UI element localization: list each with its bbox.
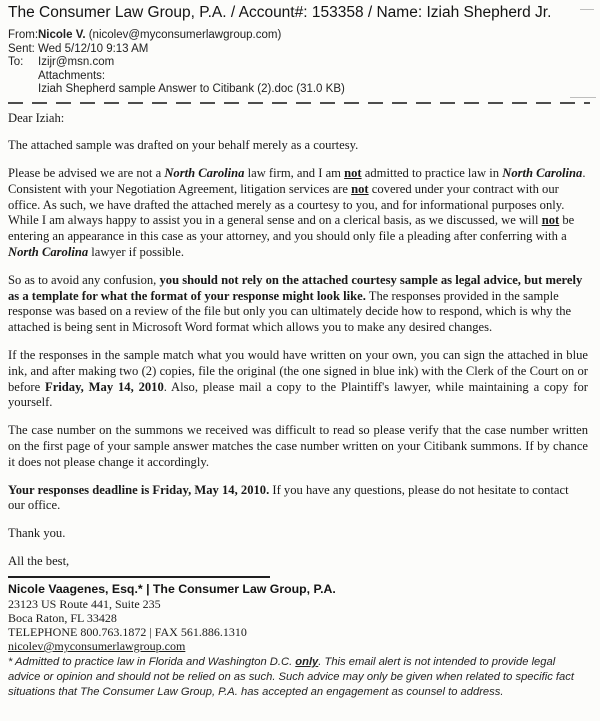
text-segment: If you have any questions, please do not hesitate to contact our office. [8,482,569,513]
sent-value: Wed 5/12/10 9:13 AM [38,42,149,55]
closing: All the best, [8,554,70,569]
scan-artifact [580,9,594,10]
emphasis-template-only: you should not rely on the attached courtesy sample as legal advice, but merely as a template for what the format of your response might look like. [8,272,583,303]
to-label: To: [8,56,24,68]
text-segment: covered under your contract with our office. As such, we have drafted the attached merely as a courtesy to you, and for informational purposes only. While I am always happy to assist you in a general sense and on a clerical basis, as we discussed, we will [8,181,565,228]
text-segment: . Consistent with your Negotiation Agreement, litigation services are [8,166,586,196]
email-header [8,29,590,97]
text-segment: Please be advised we are not a [8,166,165,181]
sent-row [8,43,590,57]
text-segment: lawyer if possible. [88,245,184,260]
emphasis-not: not [344,166,362,181]
from-email: (nicolev@myconsumerlawgroup.com) [85,29,282,41]
signature-email: nicolev@myconsumerlawgroup.com [8,638,186,653]
from-name: Nicole V. [38,29,86,41]
salutation: Dear Iziah: [8,110,65,125]
thank-you: Thank you. [8,526,66,541]
dashed-separator [8,102,590,104]
text-segment: law firm, and I am [244,166,345,181]
emphasis-north-carolina: North Carolina [164,166,245,181]
emphasis-not: not [541,213,560,228]
signature-name: Nicole Vaagenes, Esq.* | The Consumer Law Group, P.A. [8,581,336,596]
sent-label: Sent: [8,42,35,55]
paragraph-not-nc-firm [8,166,590,261]
signature-disclaimer [8,655,590,700]
paragraph-filing-instructions [8,348,590,411]
text-segment: If the responses in the sample match what you would have written on your own, you can sign the attached in blue ink, and after making two (2) copies, file the original (the one signed in blue ink) with the Clerk of the Court on or before [8,348,588,394]
letter-body [8,111,590,570]
emphasis-north-carolina: North Carolina [502,166,583,181]
text-segment: * Admitted to practice law in Florida and Washington D.C. [8,655,296,668]
text-segment: admitted to practice law in [361,166,503,181]
paragraph-deadline [8,483,590,515]
signature-divider [8,576,270,578]
scan-artifact [570,97,596,98]
signature-address-1: 23123 US Route 441, Suite 235 [8,596,161,611]
to-row [8,56,590,70]
paragraph-courtesy: The attached sample was drafted on your behalf merely as a courtesy. [8,138,359,153]
text-segment: . This email alert is not intended to provide legal advice or opinion and should not be relied on as such. Such advice may only be given when related to specific fact situations that The Consumer Law Group, P.A. has accepted an engagement as counsel to address. [8,655,574,698]
page-title: The Consumer Law Group, P.A. / Account#: 153358 / Name: Iziah Shepherd Jr. [8,4,552,21]
emphasis-not: not [351,181,369,196]
to-value: Izijr@msn.com [38,56,115,68]
emphasis-deadline: Your responses deadline is Friday, May 14, 2010. [8,482,270,497]
signature-block [8,582,590,700]
emphasis-only: only [295,655,319,668]
from-value [38,29,281,43]
paragraph-case-number: The case number on the summons we received was difficult to read so please verify that the case number written on the first page of your sample answer matches the case number written on your Citibank summons. If by chance it does not please change it accordingly. [8,423,588,469]
emphasis-north-carolina: North Carolina [8,245,89,260]
from-label: From: [8,29,39,41]
text-segment: So as to avoid any confusion, [8,272,160,287]
attachments-label: Attachments: [38,69,106,82]
text-segment: . Also, please mail a copy to the Plaintiff's lawyer, while maintaining a copy for yourself. [8,379,588,410]
from-row [8,29,590,43]
signature-address-2: Boca Raton, FL 33428 [8,610,117,625]
text-segment: The responses provided in the sample response was based on a review of the file but only you can ultimately decide how to respond, which is why the attached is being sent in Microsoft Word format which allows you to make any desired changes. [8,288,572,335]
text-segment: be entering an appearance in this case as your attorney, and you should only file a pleading after conferring with a [8,213,575,244]
emphasis-filing-date: Friday, May 14, 2010 [45,379,164,394]
attachment-file: Iziah Shepherd sample Answer to Citibank (2).doc (31.0 KB) [38,83,345,95]
paragraph-no-reliance [8,273,590,336]
signature-phone: TELEPHONE 800.763.1872 | FAX 561.886.1310 [8,624,247,639]
attachments-block [38,70,590,97]
